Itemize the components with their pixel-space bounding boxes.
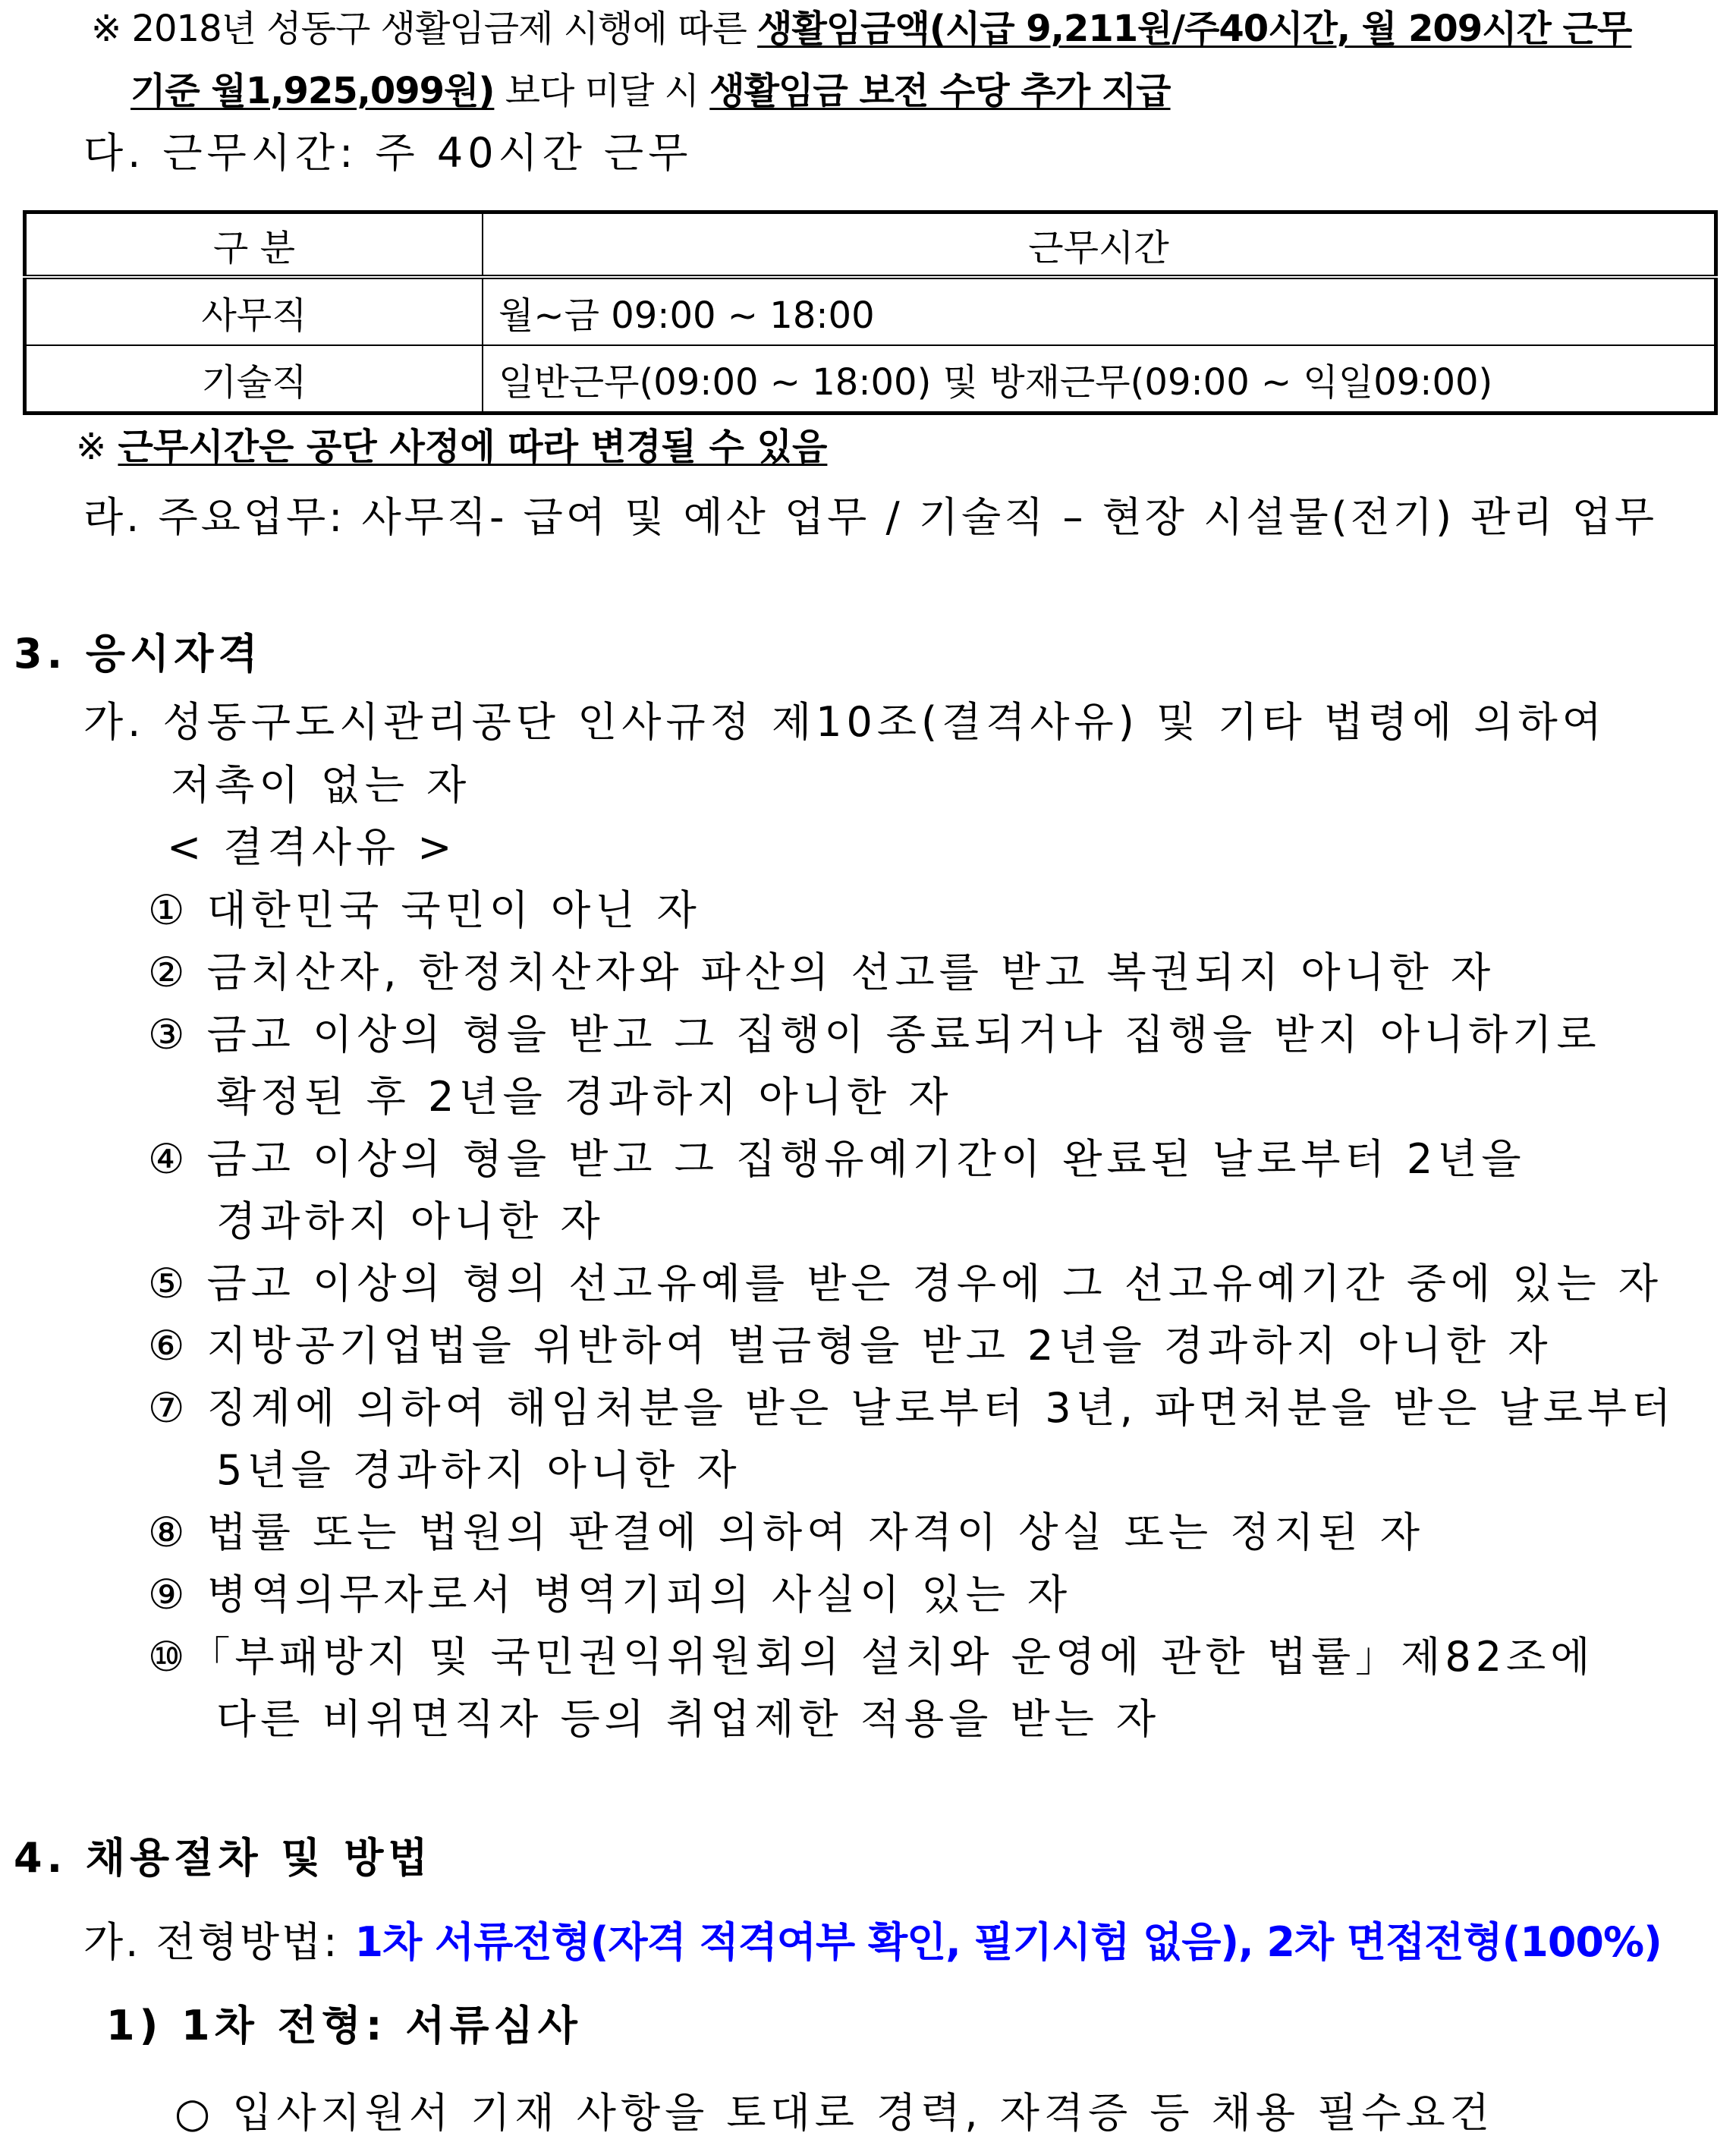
working-hours-table xyxy=(23,210,1718,415)
list-item-text: 병역의무자로서 병역기피의 사실이 있는 자 xyxy=(206,1571,1072,1618)
list-item-text: 징계에 의하여 해임처분을 받은 날로부터 3년, 파면처분을 받은 날로부터 xyxy=(206,1384,1676,1432)
list-item xyxy=(148,1135,1526,1183)
hours-notice-text: 근무시간은 공단 사정에 따라 변경될 수 있음 xyxy=(118,426,828,468)
list-item-number: ④ xyxy=(148,1135,190,1183)
list-item xyxy=(148,1571,1072,1618)
table-cell-hours: 일반근무(09:00 ~ 18:00) 및 방재근무(09:00 ~ 익일09:00) xyxy=(483,345,1716,414)
section4-sub1-heading: 1) 1차 전형: 서류심사 xyxy=(106,2002,582,2049)
list-item-number: ① xyxy=(148,886,190,934)
section4-bullet1: ○ 입사지원서 기재 사항을 토대로 경력, 자격증 등 채용 필수요건 xyxy=(175,2089,1494,2137)
list-item-text: 금고 이상의 형을 받고 그 집행유예기간이 완료된 날로부터 2년을 xyxy=(206,1135,1526,1183)
table-row xyxy=(25,277,1716,345)
list-item xyxy=(148,1384,1676,1432)
list-item-text: 대한민국 국민이 아닌 자 xyxy=(206,886,701,934)
list-item-number: ⑦ xyxy=(148,1384,190,1432)
list-item xyxy=(148,1322,1552,1370)
section-ra-heading: 라. 주요업무: 사무직- 급여 및 예산 업무 / 기술직 – 현장 시설물(전기) 관리 업무 xyxy=(83,493,1658,541)
section3-title: 3. 응시자격 xyxy=(14,630,263,678)
list-item-number: ③ xyxy=(148,1011,190,1058)
section3-item-ga-line2: 저촉이 없는 자 xyxy=(171,761,471,809)
section4-item-ga-value: 1차 서류전형(자격 적격여부 확인, 필기시험 없음), 2차 면접전형(100%) xyxy=(354,1918,1662,1966)
list-item-number: ⑩ xyxy=(148,1633,190,1681)
section-da-heading: 다. 근무시간: 주 40시간 근무 xyxy=(83,129,693,177)
table-row xyxy=(25,345,1716,414)
list-item-number: ⑤ xyxy=(148,1260,190,1307)
list-item xyxy=(148,948,1495,996)
list-item-number: ② xyxy=(148,948,190,996)
table-header-hours: 근무시간 xyxy=(483,212,1716,278)
section4-item-ga xyxy=(83,1918,1662,1966)
list-item-text: 금고 이상의 형을 받고 그 집행이 종료되거나 집행을 받지 아니하기로 xyxy=(206,1011,1601,1058)
wage-notice-highlight3: 생활임금 보전 수당 추가 지급 xyxy=(709,70,1171,112)
list-item xyxy=(148,1633,1595,1681)
list-item-continuation: 다른 비위면직자 등의 취업제한 적용을 받는 자 xyxy=(216,1695,1161,1743)
list-item-number: ⑨ xyxy=(148,1571,190,1618)
hours-notice-mark: ※ xyxy=(76,426,118,468)
list-item-number: ⑥ xyxy=(148,1322,190,1370)
section3-item-ga-line1: 가. 성동구도시관리공단 인사규정 제10조(결격사유) 및 기타 법령에 의하여 xyxy=(83,698,1606,746)
table-cell-hours: 월~금 09:00 ~ 18:00 xyxy=(483,277,1716,345)
section4-title: 4. 채용절차 및 방법 xyxy=(14,1834,432,1882)
list-item-text: 금고 이상의 형의 선고유예를 받은 경우에 그 선고유예기간 중에 있는 자 xyxy=(206,1260,1662,1307)
table-cell-type: 사무직 xyxy=(25,277,483,345)
list-item-number: ⑧ xyxy=(148,1508,190,1556)
wage-notice-prefix: ※ 2018년 성동구 생활임금제 시행에 따른 xyxy=(91,8,758,50)
wage-notice-highlight2: 기준 월1,925,099원) xyxy=(131,70,495,112)
hours-notice xyxy=(76,426,828,468)
list-item-continuation: 5년을 경과하지 아니한 자 xyxy=(216,1446,741,1494)
wage-notice-highlight1: 생활임금액(시급 9,211원/주40시간, 월 209시간 근무 xyxy=(757,8,1632,50)
list-item-text: 「부패방지 및 국민권익위원회의 설치와 운영에 관한 법률」제82조에 xyxy=(189,1633,1595,1681)
wage-notice-line1 xyxy=(91,8,1632,50)
table-header-category: 구 분 xyxy=(25,212,483,278)
list-item-continuation: 경과하지 아니한 자 xyxy=(216,1197,605,1245)
list-item xyxy=(148,1011,1601,1058)
wage-notice-middle: 보다 미달 시 xyxy=(494,70,710,112)
list-item-text: 금치산자, 한정치산자와 파산의 선고를 받고 복권되지 아니한 자 xyxy=(206,948,1495,996)
list-item xyxy=(148,1260,1662,1307)
section4-item-ga-label: 가. 전형방법: xyxy=(83,1918,355,1966)
table-cell-type: 기술직 xyxy=(25,345,483,414)
wage-notice-line2 xyxy=(131,70,1171,112)
list-item xyxy=(148,1508,1425,1556)
table-header-row xyxy=(25,212,1716,278)
list-item-text: 법률 또는 법원의 판결에 의하여 자격이 상실 또는 정지된 자 xyxy=(206,1508,1425,1556)
list-item-continuation: 확정된 후 2년을 경과하지 아니한 자 xyxy=(216,1073,953,1121)
list-item xyxy=(148,886,701,934)
list-item-text: 지방공기업법을 위반하여 벌금형을 받고 2년을 경과하지 아니한 자 xyxy=(206,1322,1552,1370)
disqualification-subheading: < 결격사유 > xyxy=(167,823,457,871)
